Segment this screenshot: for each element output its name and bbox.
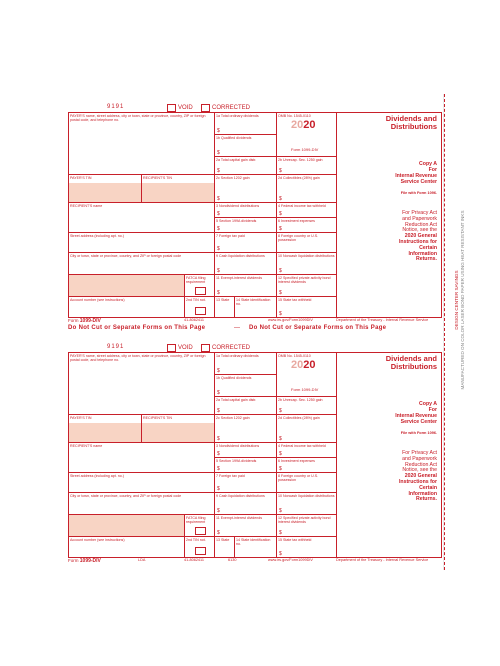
box-7[interactable]: 7 Foreign tax paid $ — [215, 233, 277, 253]
box-11[interactable]: 11 Exempt-interest dividends $ — [215, 275, 277, 297]
corrected-checkbox[interactable] — [201, 104, 250, 112]
account-number-field[interactable]: Account number (see instructions) — [69, 537, 185, 557]
corrected-label: CORRECTED — [212, 105, 251, 111]
fatca-checkbox[interactable] — [195, 527, 206, 535]
fatca-box[interactable]: FATCA filing requirement — [185, 275, 215, 297]
box-12[interactable]: 12 Specified private activity bond interest dividends $ — [277, 515, 337, 537]
void-label: VOID — [178, 105, 193, 111]
tax-year: 2020 — [291, 119, 316, 131]
file-with-text: File with Form 1096. — [400, 431, 437, 435]
second-tin-box[interactable]: 2nd TIN not. — [185, 537, 215, 557]
box-2c[interactable]: 2c Section 1202 gain $ — [215, 415, 277, 443]
form-title: Dividends and Distributions — [385, 354, 437, 371]
street-address-field[interactable]: Street address (including apt. no.) — [69, 233, 215, 253]
void-checkbox[interactable] — [167, 104, 193, 112]
box-6[interactable]: 6 Investment expenses $ — [277, 218, 337, 233]
box-4[interactable]: 4 Federal income tax withheld $ — [277, 203, 337, 218]
side-text-line1: DESIGN CENTER SAVINGS — [454, 270, 459, 330]
box-3[interactable]: 3 Nondividend distributions $ — [215, 443, 277, 458]
box-2d[interactable]: 2d Collectibles (28%) gain $ — [277, 415, 337, 443]
box-14[interactable]: 14 State identification no. — [235, 297, 277, 317]
box-10[interactable]: 10 Noncash liquidation distributions $ — [277, 493, 337, 515]
form-grid — [68, 352, 442, 558]
fatca-box[interactable]: FATCA filing requirement — [185, 515, 215, 537]
second-tin-checkbox[interactable] — [195, 307, 206, 315]
form-grid — [68, 112, 442, 318]
recipient-name-field[interactable]: RECIPIENT'S name — [69, 203, 215, 233]
box-2a[interactable]: 2a Total capital gain distr. $ — [215, 397, 277, 415]
box-12[interactable]: 12 Specified private activity bond interest dividends $ — [277, 275, 337, 297]
form-label: Form 1099-DIV — [291, 387, 319, 392]
form-copy-2: 9191 VOID CORRECTED PAYER'S name, street address, city or town, state or province, country, ZIP or foreign postal code, and telephone no. 1a Total ordinary dividends $ 1b Qualified dividends $ OMB No. 1545-0110 2020 Form 1099-DIV 2a Total capital gain distr. $ 2b Unrecap. Sec. 1250 gain $ PAYER'S TIN RECIPIENT'S TIN 2c Section 1202 gain $ 2d Collectibles (28%) gain $ RECIPIENT'S name 3 Nondividend distributions $ 4 Federal income tax withheld $ 5 Section 199A dividends $ 6 Investment expenses $ Street address (including apt. no.) 7 Foreign tax paid $ 8 Foreign country or U.S. possession City or town, state or province, country, and ZIP or foreign postal code 9 Cash liquidation distributions $ 10 Noncash liquidation distributions $ FATCA filing requirement 11 Exempt-interest dividends $ 12 Specified private activity bond interest dividends $ Account number (see instructions) 2nd TIN not. 13 State 14 State identification no. 15 State tax withheld $ Dividends and Distributions Copy A For Internal Revenue Service Center File with Form 1096. For Privacy Act and Paperwork Reduction Act Notice, see the 2020 General Instructions for Certain Information Returns. Form 1099-DIV LDA 41-8062411 6130 www.irs.gov/Form1099DIV Department of the Treasury - Internal Revenue Service — [63, 342, 441, 572]
payer-name-field[interactable]: PAYER'S name, street address, city or town, state or province, country, ZIP or foreign postal code, and telephone no. — [69, 353, 215, 415]
form-code: 9191 — [107, 104, 125, 110]
do-not-cut-left: Do Not Cut or Separate Forms on This Page — [68, 325, 206, 331]
second-tin-checkbox[interactable] — [195, 547, 206, 555]
form-copy-1: 9191 VOID CORRECTED PAYER'S name, street address, city or town, state or province, country, ZIP or foreign postal code, and telephone no. 1a Total ordinary dividends $ 1b Qualified dividends $ OMB No. 1545-0110 2020 Form 1099-DIV 2a Total capital gain distr. $ 2b Unrecap. Sec. 1250 gain $ PAYER'S TIN RECIPIENT'S TIN 2c Section 1202 gain $ 2d Collectibles (28%) gain $ RECIPIENT'S name 3 Nondividend distributions $ 4 Federal income tax withheld $ 5 Section 199A dividends $ 6 Investment expenses $ Street address (including apt. no.) 7 Foreign tax paid $ 8 Foreign country or U.S. possession City or town, state or province, country, and ZIP or foreign postal code 9 Cash liquidation distributions $ 10 Noncash liquidation distributions $ FATCA filing requirement 11 Exempt-interest dividends $ 12 Specified private activity bond interest dividends $ Account number (see instructions) 2nd TIN not. 13 State 14 State identification no. 15 State tax withheld $ Dividends and Distributions Copy A For Internal Revenue Service Center File with Form 1096. For Privacy Act and Paperwork Reduction Act Notice, see the 2020 General Instructions for Certain Information Returns. Form 1099-DIV 41-8062411 www.irs.gov/Form1099DIV Department of the Treasury - Internal Revenue Service Do Not Cut or Separate Forms on This Page — Do Not Cut or Separate Forms on This Page — [63, 102, 441, 332]
form-sheet — [63, 94, 444, 570]
omb-year-box — [277, 353, 337, 397]
box-6[interactable]: 6 Investment expenses $ — [277, 458, 337, 473]
do-not-cut-right: Do Not Cut or Separate Forms on This Page — [249, 325, 387, 331]
void-checkbox[interactable] — [167, 344, 193, 352]
tax-year: 2020 — [291, 359, 316, 371]
copy-a-block: Copy A For Internal Revenue Service Center — [395, 161, 437, 185]
omb-year-box — [277, 113, 337, 157]
shaded-area — [69, 275, 185, 297]
box-1b[interactable]: 1b Qualified dividends $ — [215, 375, 277, 397]
recipient-tin-field[interactable]: RECIPIENT'S TIN — [142, 415, 215, 443]
box-2a[interactable]: 2a Total capital gain distr. $ — [215, 157, 277, 175]
do-not-cut-separator: — — [234, 325, 241, 331]
box-4[interactable]: 4 Federal income tax withheld $ — [277, 443, 337, 458]
form-title: Dividends and Distributions — [385, 114, 437, 131]
void-label: VOID — [178, 345, 193, 351]
box-8[interactable]: 8 Foreign country or U.S. possession — [277, 233, 337, 253]
payer-tin-field[interactable]: PAYER'S TIN — [69, 415, 142, 443]
box-11[interactable]: 11 Exempt-interest dividends $ — [215, 515, 277, 537]
account-number-field[interactable]: Account number (see instructions) — [69, 297, 185, 317]
city-field[interactable]: City or town, state or province, country, and ZIP or foreign postal code — [69, 253, 215, 275]
box-2b[interactable]: 2b Unrecap. Sec. 1250 gain $ — [277, 157, 337, 175]
payer-tin-field[interactable]: PAYER'S TIN — [69, 175, 142, 203]
box-5[interactable]: 5 Section 199A dividends $ — [215, 218, 277, 233]
file-with-text: File with Form 1096. — [400, 191, 437, 195]
box-8[interactable]: 8 Foreign country or U.S. possession — [277, 473, 337, 493]
corrected-label: CORRECTED — [212, 345, 251, 351]
perforation-line — [444, 94, 445, 570]
box-9[interactable]: 9 Cash liquidation distributions $ — [215, 253, 277, 275]
form-code: 9191 — [107, 344, 125, 350]
street-address-field[interactable]: Street address (including apt. no.) — [69, 473, 215, 493]
side-text-line2: MANUFACTURED ON COLOR LASER BOND PAPER USING HEAT RESISTANT INKS — [460, 210, 465, 390]
box-13[interactable]: 13 State — [215, 537, 235, 557]
box-3[interactable]: 3 Nondividend distributions $ — [215, 203, 277, 218]
box-1a[interactable]: 1a Total ordinary dividends $ — [215, 353, 277, 375]
form-label: Form 1099-DIV — [291, 147, 319, 152]
box-2d[interactable]: 2d Collectibles (28%) gain $ — [277, 175, 337, 203]
box-5[interactable]: 5 Section 199A dividends $ — [215, 458, 277, 473]
box-7[interactable]: 7 Foreign tax paid $ — [215, 473, 277, 493]
fatca-checkbox[interactable] — [195, 287, 206, 295]
payer-name-field[interactable]: PAYER'S name, street address, city or town, state or province, country, ZIP or foreign postal code, and telephone no. — [69, 113, 215, 175]
omb-number: OMB No. 1545-0110 — [278, 114, 311, 118]
box-9[interactable]: 9 Cash liquidation distributions $ — [215, 493, 277, 515]
omb-number: OMB No. 1545-0110 — [278, 354, 311, 358]
box-1b[interactable]: 1b Qualified dividends $ — [215, 135, 277, 157]
privacy-notice: For Privacy Act and Paperwork Reduction Act Notice, see the 2020 General Instructions for Certain Information Returns. — [398, 210, 437, 263]
box-14[interactable]: 14 State identification no. — [235, 537, 277, 557]
recipient-tin-field[interactable]: RECIPIENT'S TIN — [142, 175, 215, 203]
corrected-checkbox[interactable] — [201, 344, 250, 352]
box-2c[interactable]: 2c Section 1202 gain $ — [215, 175, 277, 203]
box-2b[interactable]: 2b Unrecap. Sec. 1250 gain $ — [277, 397, 337, 415]
box-15[interactable]: 15 State tax withheld $ — [277, 537, 337, 557]
privacy-notice: For Privacy Act and Paperwork Reduction Act Notice, see the 2020 General Instructions for Certain Information Returns. — [398, 450, 437, 503]
box-1a[interactable]: 1a Total ordinary dividends $ — [215, 113, 277, 135]
recipient-name-field[interactable]: RECIPIENT'S name — [69, 443, 215, 473]
second-tin-box[interactable]: 2nd TIN not. — [185, 297, 215, 317]
copy-a-block: Copy A For Internal Revenue Service Center — [395, 401, 437, 425]
box-15[interactable]: 15 State tax withheld $ — [277, 297, 337, 317]
city-field[interactable]: City or town, state or province, country, and ZIP or foreign postal code — [69, 493, 215, 515]
box-10[interactable]: 10 Noncash liquidation distributions $ — [277, 253, 337, 275]
shaded-area — [69, 515, 185, 537]
box-13[interactable]: 13 State — [215, 297, 235, 317]
